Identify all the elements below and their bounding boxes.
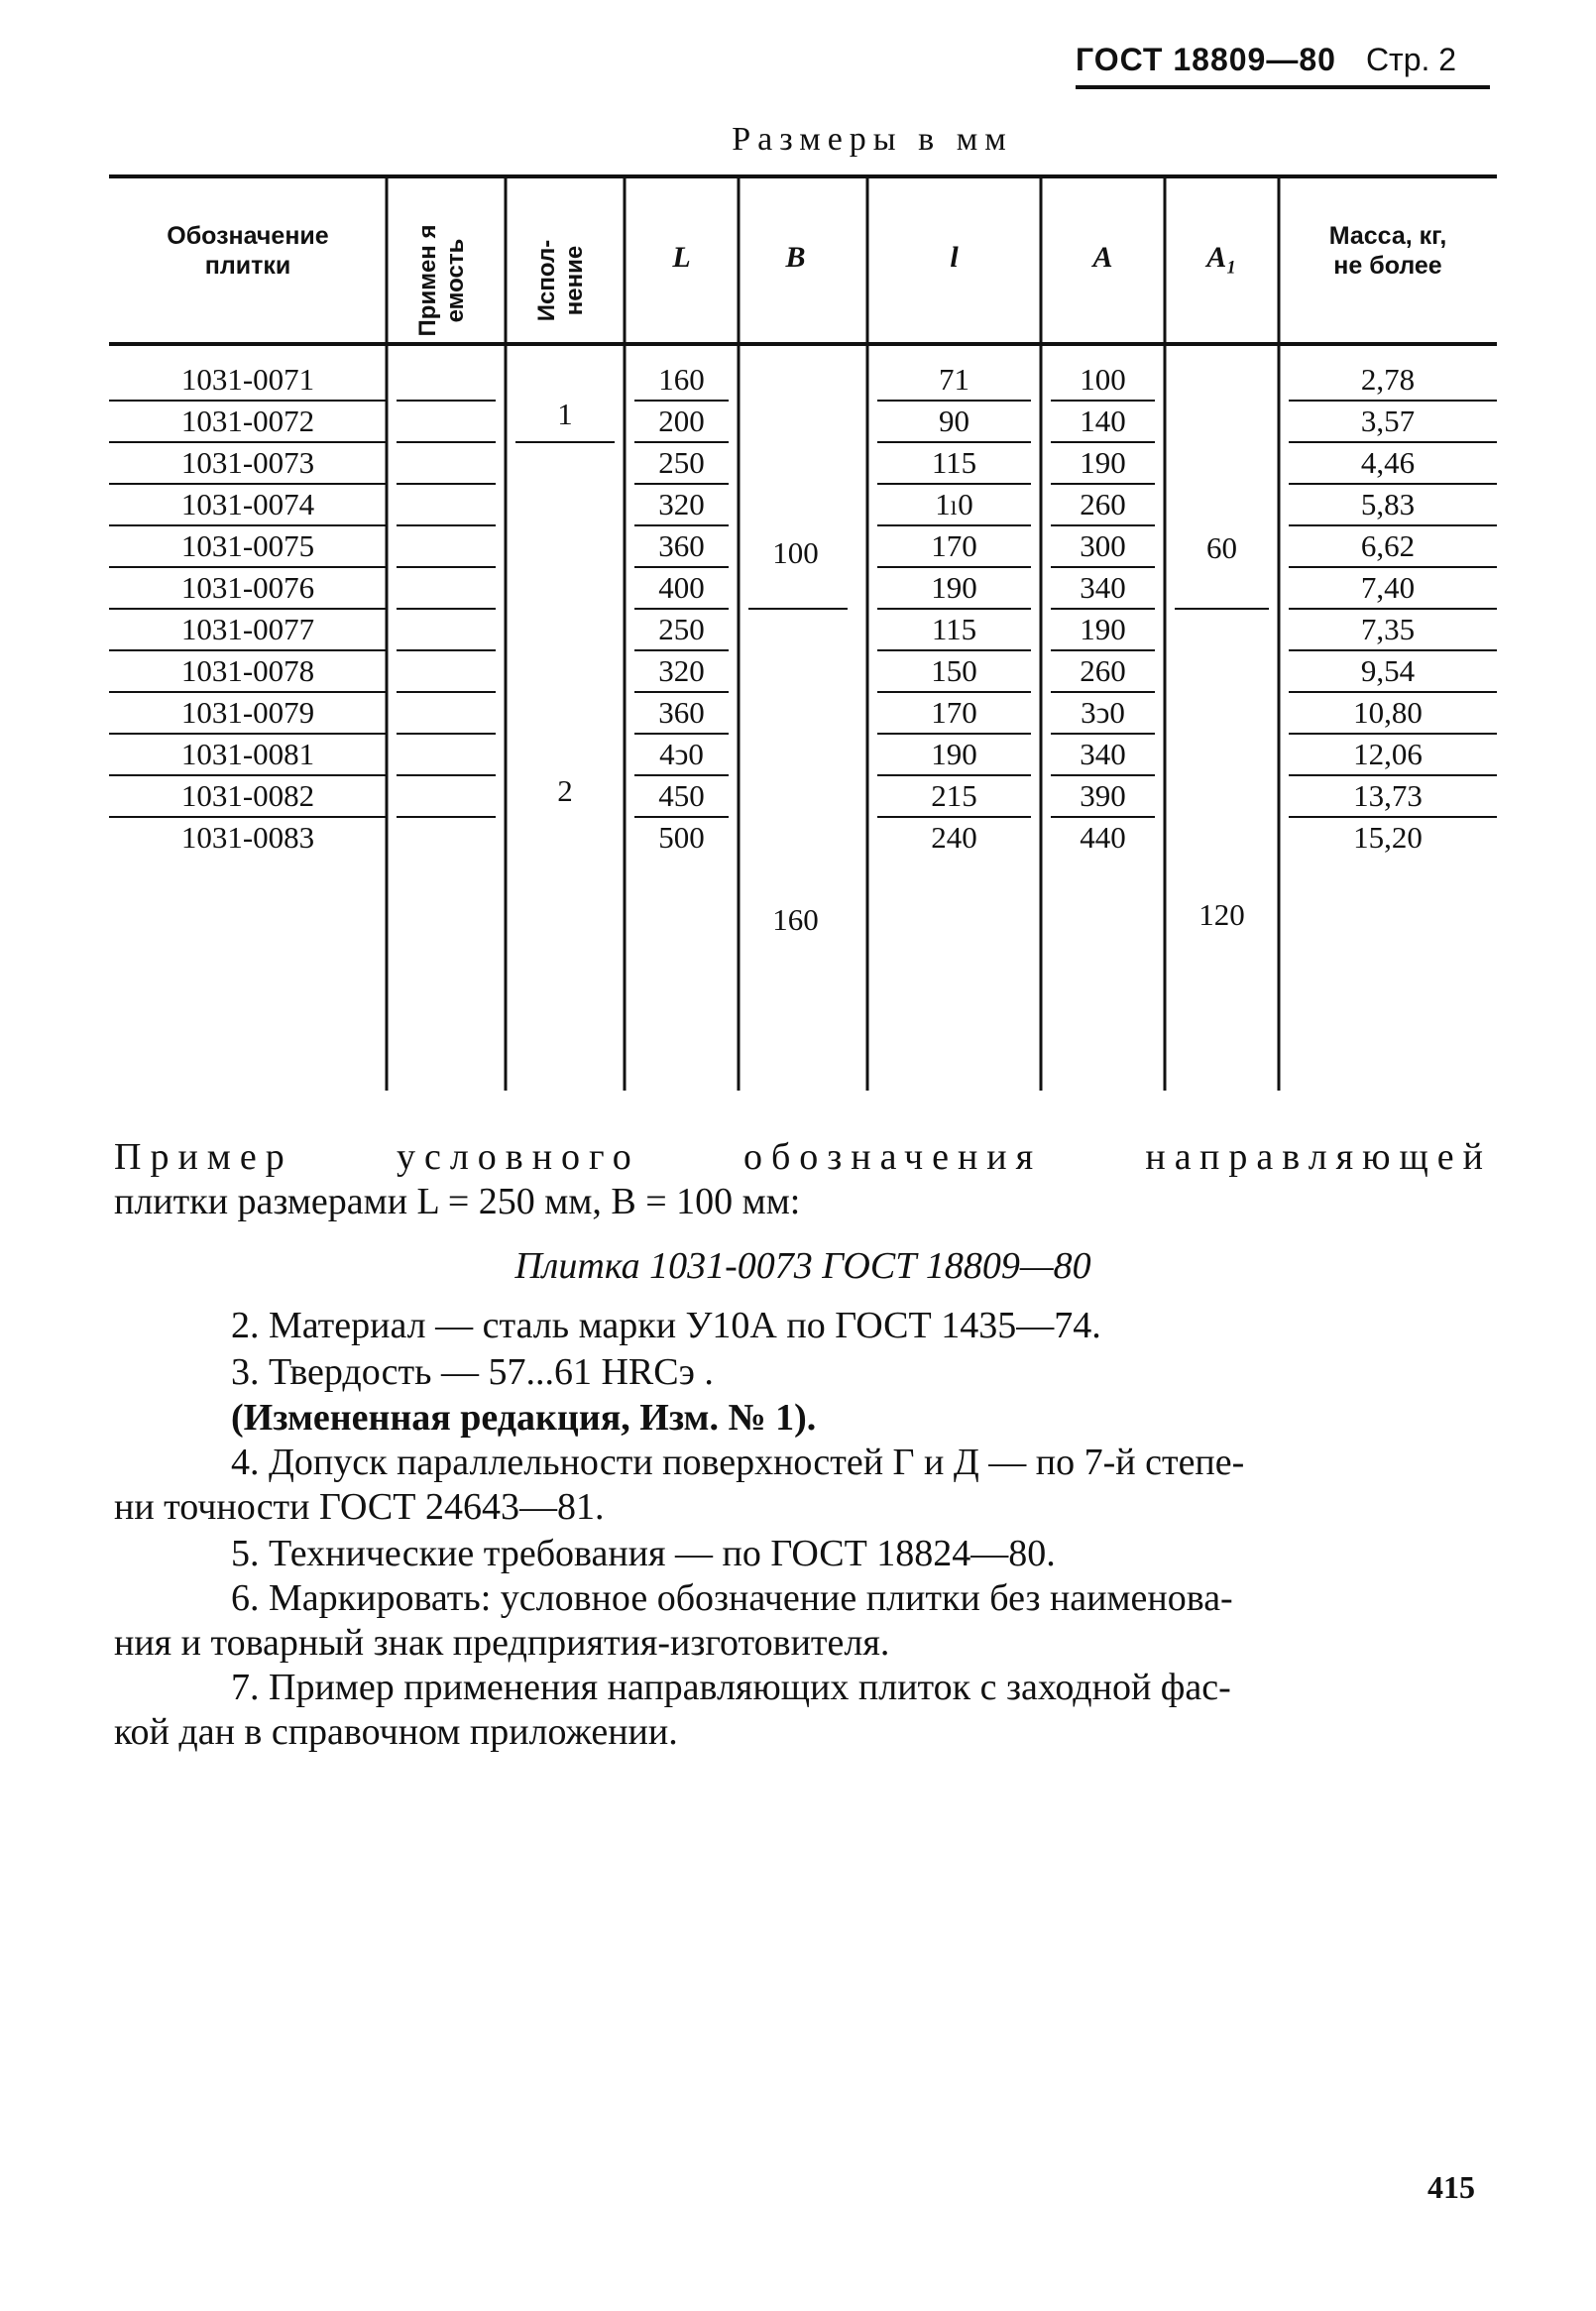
- cell-l: 190: [931, 570, 977, 605]
- cell-mass: 10,80: [1353, 695, 1423, 730]
- dimensions-table: [109, 173, 1497, 1091]
- cell-l: 150: [931, 653, 977, 688]
- item-7-line-2: кой дан в справочном приложении.: [114, 1711, 678, 1753]
- cell-designation: 1031-0081: [180, 737, 315, 771]
- cell-L: 200: [658, 404, 705, 438]
- cell-designation: 1031-0071: [180, 362, 315, 397]
- A1-60: 60: [1206, 530, 1237, 565]
- cell-mass: 5,83: [1360, 487, 1416, 521]
- header-designation: Обозначение плитки: [167, 222, 329, 280]
- version-1: 1: [557, 397, 573, 431]
- header-A1: A₁: [1206, 241, 1237, 274]
- cell-L: 4ↄ0: [659, 737, 704, 771]
- page-number: 415: [1427, 2169, 1475, 2205]
- cell-A: 300: [1080, 528, 1126, 563]
- cell-l: 215: [931, 778, 977, 813]
- cell-l: 90: [939, 404, 969, 438]
- cell-mass: 6,62: [1360, 528, 1416, 563]
- cell-designation: 1031-0077: [180, 612, 315, 646]
- example-designation: Плитка 1031-0073 ГОСТ 18809—80: [514, 1245, 1091, 1287]
- cell-designation: 1031-0073: [180, 445, 315, 480]
- header-B: B: [785, 241, 806, 274]
- cell-mass: 15,20: [1353, 820, 1423, 855]
- cell-l: 170: [931, 695, 977, 730]
- cell-mass: 4,46: [1360, 445, 1416, 480]
- cell-designation: 1031-0075: [180, 528, 315, 563]
- item-3: 3. Твердость — 57...61 HRCэ .: [231, 1351, 714, 1393]
- table-caption: Размеры в мм: [732, 121, 1013, 158]
- cell-L: 250: [658, 612, 705, 646]
- cell-designation: 1031-0079: [180, 695, 315, 730]
- item-6-line-1: 6. Маркировать: условное обозначение плитки без наименова-: [231, 1577, 1233, 1619]
- cell-mass: 12,06: [1353, 737, 1423, 771]
- cell-designation: 1031-0076: [180, 570, 315, 605]
- standard-number: ГОСТ 18809—80: [1076, 42, 1336, 77]
- cell-A: 190: [1080, 445, 1126, 480]
- cell-l: 115: [931, 445, 977, 480]
- cell-l: 115: [931, 612, 977, 646]
- cell-mass: 9,54: [1360, 653, 1416, 688]
- cell-L: 450: [658, 778, 705, 813]
- example-line-2: плитки размерами L = 250 мм, B = 100 мм:: [114, 1181, 801, 1222]
- B-160: 160: [772, 902, 819, 937]
- cell-L: 320: [658, 653, 705, 688]
- cell-mass: 2,78: [1360, 362, 1416, 397]
- cell-A: 140: [1080, 404, 1126, 438]
- cell-L: 400: [658, 570, 705, 605]
- cell-designation: 1031-0072: [180, 404, 315, 438]
- cell-L: 360: [658, 695, 705, 730]
- cell-A: 260: [1080, 653, 1126, 688]
- cell-l: 1ₗ0: [935, 487, 973, 521]
- example-line-1: Пример условного обозначения направляющей: [114, 1136, 1492, 1178]
- cell-mass: 7,40: [1360, 570, 1416, 605]
- B-100: 100: [772, 535, 819, 570]
- cell-A: 3ↄ0: [1081, 695, 1125, 730]
- header-l: l: [950, 241, 959, 274]
- cell-mass: 7,35: [1360, 612, 1416, 646]
- header-version: Испол- нение: [533, 239, 588, 322]
- header-A: A: [1092, 241, 1113, 274]
- page-label: Стр. 2: [1365, 42, 1457, 77]
- cell-l: 190: [931, 737, 977, 771]
- cell-A: 260: [1080, 487, 1126, 521]
- cell-designation: 1031-0082: [180, 778, 315, 813]
- item-5: 5. Технические требования — по ГОСТ 18824—80.: [231, 1533, 1056, 1574]
- header-L: L: [672, 241, 691, 274]
- cell-designation: 1031-0083: [180, 820, 315, 855]
- amendment-note: (Измененная редакция, Изм. № 1).: [231, 1397, 817, 1439]
- cell-L: 250: [658, 445, 705, 480]
- item-4-line-2: ни точности ГОСТ 24643—81.: [114, 1486, 605, 1528]
- cell-l: 240: [931, 820, 977, 855]
- cell-A: 390: [1080, 778, 1126, 813]
- cell-A: 190: [1080, 612, 1126, 646]
- header-mass: Масса, кг, не более: [1328, 222, 1447, 280]
- item-7-line-1: 7. Пример применения направляющих плиток с заходной фас-: [231, 1667, 1231, 1708]
- cell-A: 440: [1080, 820, 1126, 855]
- cell-A: 340: [1080, 570, 1126, 605]
- cell-L: 160: [658, 362, 705, 397]
- item-4-line-1: 4. Допуск параллельности поверхностей Г и Д — по 7-й степе-: [231, 1442, 1245, 1483]
- page-header: [1076, 38, 1502, 81]
- cell-L: 360: [658, 528, 705, 563]
- item-6-line-2: ния и товарный знак предприятия-изготовителя.: [114, 1622, 890, 1664]
- cell-L: 500: [658, 820, 705, 855]
- A1-120: 120: [1198, 897, 1245, 932]
- cell-designation: 1031-0078: [180, 653, 315, 688]
- version-2: 2: [557, 773, 573, 808]
- cell-l: 71: [939, 362, 969, 397]
- header-rule: [1076, 85, 1490, 89]
- item-2: 2. Материал — сталь марки У10А по ГОСТ 1435—74.: [231, 1305, 1101, 1346]
- cell-A: 340: [1080, 737, 1126, 771]
- cell-l: 170: [931, 528, 977, 563]
- cell-designation: 1031-0074: [180, 487, 315, 521]
- cell-L: 320: [658, 487, 705, 521]
- cell-A: 100: [1080, 362, 1126, 397]
- header-applicability: Примен я емость: [414, 224, 469, 337]
- cell-mass: 3,57: [1360, 404, 1416, 438]
- cell-mass: 13,73: [1353, 778, 1423, 813]
